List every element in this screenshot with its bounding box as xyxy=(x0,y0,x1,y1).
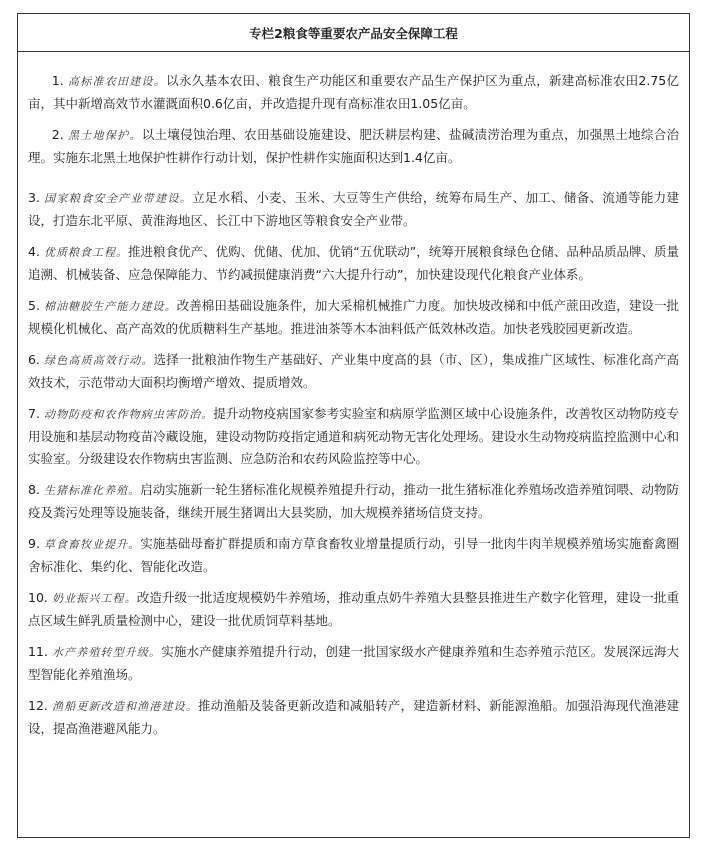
item-heading: 黑土地保护。 xyxy=(67,129,142,142)
item-heading: 国家粮食安全产业带建设。 xyxy=(44,192,193,205)
list-item xyxy=(28,124,679,169)
item-body: 提升动物疫病国家参考实验室和病原学监测区域中心设施条件，改善牧区动物防疫专用设施和基层动物疫苗冷藏设施，建设动物防疫指定通道和病死动物无害化处理场。建设水生动物疫病监控监测中心和实验室。分级建设农作物病虫害监测、应急防治和农药风险监控等中心。 xyxy=(28,406,680,466)
item-heading: 草食畜牧业提升。 xyxy=(43,538,141,551)
item-heading: 生猪标准化养殖。 xyxy=(43,484,141,497)
item-body: 启动实施新一轮生猪标准化规模养殖提升行动，推动一批生猪标准化养殖场改造养殖饲喂、动物防疫及粪污处理等设施装备，继续开展生猪调出大县奖励，加大规模养猪场信贷支持。 xyxy=(28,482,679,520)
item-heading: 渔船更新改造和渔港建设。 xyxy=(52,700,198,713)
item-body: 改造升级一批适度规模奶牛养殖场，推动重点奶牛养殖大县整县推进生产数字化管理，建设一批重点区域生鲜乳质量检测中心，建设一批优质饲草料基地。 xyxy=(28,590,679,628)
list-item xyxy=(28,533,679,578)
item-number: 2. xyxy=(51,127,64,142)
item-number: 6. xyxy=(28,352,40,367)
list-item xyxy=(28,241,679,286)
list-item xyxy=(28,587,679,632)
column-box xyxy=(17,13,690,838)
item-body: 改善棉田基础设施条件，加大采棉机械推广力度。加快坡改梯和中低产蔗田改造，建设一批规模化机械化、高产高效的优质糖料生产基地。推进油茶等木本油料低产低效林改造。加快老残胶园更新改造。 xyxy=(28,298,680,336)
item-body: 推动渔船及装备更新改造和减船转产，建造新材料、新能源渔船。加强沿海现代渔港建设，提高渔港避风能力。 xyxy=(28,698,679,736)
item-body: 以土壤侵蚀治理、农田基础设施建设、肥沃耕层构建、盐碱渍涝治理为重点，加强黑土地综合治理。实施东北黑土地保护性耕作行动计划，保护性耕作实施面积达到1.4亿亩。 xyxy=(28,127,679,165)
column-content xyxy=(18,52,689,740)
item-number: 11. xyxy=(28,644,48,659)
list-item xyxy=(28,641,679,686)
list-item xyxy=(28,695,679,740)
item-number: 3. xyxy=(28,190,40,205)
item-body: 选择一批粮油作物生产基础好、产业集中度高的县（市、区），集成推广区域性、标准化高产高效技术，示范带动大面积均衡增产增效、提质增效。 xyxy=(28,352,679,390)
item-number: 10. xyxy=(28,590,48,605)
item-heading: 绿色高质高效行动。 xyxy=(44,354,154,367)
item-body: 实施水产健康养殖提升行动，创建一批国家级水产健康养殖和生态养殖示范区。发展深远海大型智能化养殖渔场。 xyxy=(28,644,679,682)
list-item xyxy=(28,187,679,232)
item-heading: 棉油糖胶生产能力建设。 xyxy=(43,300,177,313)
item-number: 7. xyxy=(28,406,40,421)
item-number: 12. xyxy=(28,698,48,713)
item-heading: 优质粮食工程。 xyxy=(43,246,129,259)
column-title: 专栏2粮食等重要农产品安全保障工程 xyxy=(18,14,689,52)
item-number: 5. xyxy=(28,298,40,313)
item-body: 以永久基本农田、粮食生产功能区和重要农产品生产保护区为重点，新建高标准农田2.75亿亩，其中新增高效节水灌溉面积0.6亿亩，并改造提升现有高标准农田1.05亿亩。 xyxy=(28,73,679,111)
item-heading: 奶业振兴工程。 xyxy=(51,592,137,605)
list-item xyxy=(28,349,679,394)
item-heading: 水产养殖转型升级。 xyxy=(52,646,162,659)
item-body: 立足水稻、小麦、玉米、大豆等生产供给，统筹布局生产、加工、储备、流通等能力建设，打造东北平原、黄淮海地区、长江中下游地区等粮食安全产业带。 xyxy=(28,190,679,228)
item-body: 推进粮食优产、优购、优储、优加、优销“五优联动”，统筹开展粮食绿色仓储、品种品质品牌、质量追溯、机械装备、应急保障能力、节约减损健康消费“六大提升行动”，加快建设现代化粮食产业体系。 xyxy=(28,244,680,282)
item-number: 4. xyxy=(28,244,40,259)
list-item xyxy=(28,70,679,115)
list-item xyxy=(28,295,679,340)
item-number: 8. xyxy=(28,482,40,497)
list-item xyxy=(28,403,679,470)
item-body: 实施基础母畜扩群提质和南方草食畜牧业增量提质行动，引导一批肉牛肉羊规模养殖场实施畜禽圈舍标准化、集约化、智能化改造。 xyxy=(28,536,679,574)
item-number: 1. xyxy=(51,73,64,88)
item-heading: 动物防疫和农作物病虫害防治。 xyxy=(44,408,214,421)
list-item xyxy=(28,479,679,524)
item-heading: 高标准农田建设。 xyxy=(67,75,167,88)
item-number: 9. xyxy=(28,536,40,551)
